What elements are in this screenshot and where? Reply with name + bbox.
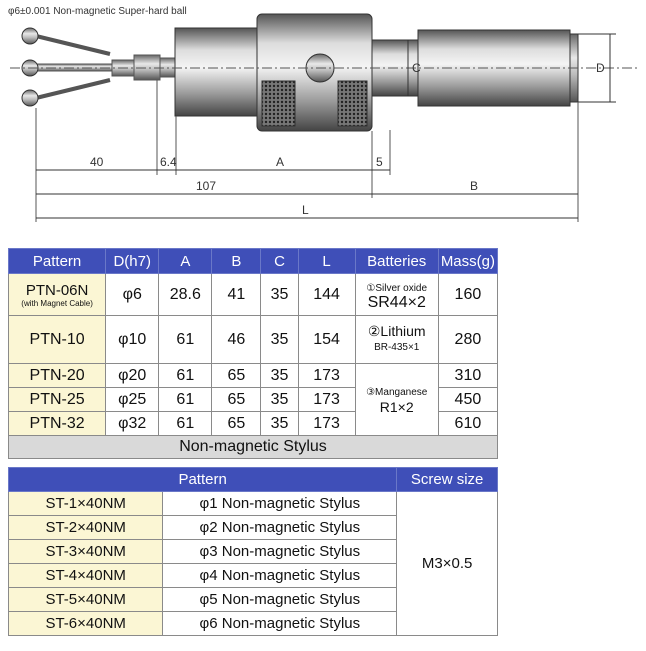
l-cell: 173 bbox=[298, 364, 355, 388]
dim-6-4: 6.4 bbox=[160, 155, 177, 169]
mass-cell: 280 bbox=[438, 316, 497, 364]
d-cell: φ32 bbox=[106, 412, 159, 436]
th-pattern: Pattern bbox=[9, 249, 106, 274]
dim-5: 5 bbox=[376, 155, 383, 169]
stylus-pattern-cell: ST-2×40NM bbox=[9, 516, 163, 540]
probe-body bbox=[175, 14, 578, 131]
c-cell: 35 bbox=[261, 412, 298, 436]
c-cell: 35 bbox=[261, 364, 298, 388]
stylus-section-title: Non-magnetic Stylus bbox=[9, 436, 498, 459]
b-cell: 65 bbox=[212, 364, 261, 388]
mass-cell: 610 bbox=[438, 412, 497, 436]
dim-107: 107 bbox=[196, 179, 217, 193]
battery-2-spec: BR-435×1 bbox=[374, 342, 420, 353]
th-mass: Mass(g) bbox=[438, 249, 497, 274]
c-cell: 35 bbox=[261, 316, 298, 364]
table-row bbox=[9, 274, 498, 316]
spec-table bbox=[8, 248, 498, 459]
battery-cell bbox=[355, 364, 438, 436]
stylus-arms bbox=[36, 36, 176, 98]
a-cell: 61 bbox=[159, 412, 212, 436]
a-cell: 61 bbox=[159, 388, 212, 412]
table-row bbox=[9, 316, 498, 364]
d-cell: φ20 bbox=[106, 364, 159, 388]
battery-cell bbox=[355, 274, 438, 316]
stylus-desc-cell: φ4 Non-magnetic Stylus bbox=[163, 564, 397, 588]
mass-cell: 160 bbox=[438, 274, 497, 316]
th-stylus-pattern: Pattern bbox=[9, 468, 397, 492]
dim-b: B bbox=[470, 179, 479, 193]
d-cell: φ6 bbox=[106, 274, 159, 316]
c-cell: 35 bbox=[261, 388, 298, 412]
pattern-cell bbox=[9, 274, 106, 316]
a-cell: 61 bbox=[159, 364, 212, 388]
pattern-name: PTN-06N bbox=[25, 281, 89, 299]
th-a: A bbox=[159, 249, 212, 274]
ball-icons bbox=[22, 28, 38, 106]
l-cell: 173 bbox=[298, 412, 355, 436]
b-cell: 65 bbox=[212, 412, 261, 436]
dim-d: D bbox=[596, 61, 605, 75]
pattern-cell: PTN-20 bbox=[9, 364, 106, 388]
stylus-pattern-cell: ST-5×40NM bbox=[9, 588, 163, 612]
stylus-table bbox=[8, 467, 498, 636]
b-cell: 41 bbox=[212, 274, 261, 316]
screw-size-cell: M3×0.5 bbox=[397, 492, 498, 636]
pattern-cell: PTN-25 bbox=[9, 388, 106, 412]
a-cell: 28.6 bbox=[159, 274, 212, 316]
th-screw-size: Screw size bbox=[397, 468, 498, 492]
c-cell: 35 bbox=[261, 274, 298, 316]
d-cell: φ25 bbox=[106, 388, 159, 412]
battery-1-spec: SR44×2 bbox=[367, 293, 426, 311]
dim-l: L bbox=[302, 203, 309, 217]
dim-c: C bbox=[412, 61, 421, 75]
stylus-desc-cell: φ3 Non-magnetic Stylus bbox=[163, 540, 397, 564]
stylus-pattern-cell: ST-1×40NM bbox=[9, 492, 163, 516]
dim-40: 40 bbox=[90, 155, 104, 169]
stylus-header-row bbox=[9, 468, 498, 492]
battery-3-name: ③Manganese bbox=[366, 387, 428, 398]
stylus-pattern-cell: ST-3×40NM bbox=[9, 540, 163, 564]
mass-cell: 310 bbox=[438, 364, 497, 388]
l-cell: 173 bbox=[298, 388, 355, 412]
th-l: L bbox=[298, 249, 355, 274]
stylus-desc-cell: φ2 Non-magnetic Stylus bbox=[163, 516, 397, 540]
table-row bbox=[9, 492, 498, 516]
th-batteries: Batteries bbox=[355, 249, 438, 274]
a-cell: 61 bbox=[159, 316, 212, 364]
pattern-cell: PTN-10 bbox=[9, 316, 106, 364]
th-b: B bbox=[212, 249, 261, 274]
ball-note: φ6±0.001 Non-magnetic Super-hard ball bbox=[8, 6, 187, 17]
l-cell: 154 bbox=[298, 316, 355, 364]
b-cell: 46 bbox=[212, 316, 261, 364]
b-cell: 65 bbox=[212, 388, 261, 412]
pattern-sub: (with Magnet Cable) bbox=[21, 298, 93, 308]
l-cell: 144 bbox=[298, 274, 355, 316]
d-cell: φ10 bbox=[106, 316, 159, 364]
table-row bbox=[9, 364, 498, 388]
stylus-desc-cell: φ6 Non-magnetic Stylus bbox=[163, 612, 397, 636]
battery-2-name: ②Lithium bbox=[367, 323, 426, 339]
section-title-row bbox=[9, 436, 498, 459]
spec-header-row bbox=[9, 249, 498, 274]
th-c: C bbox=[261, 249, 298, 274]
dim-a: A bbox=[276, 155, 285, 169]
stylus-desc-cell: φ5 Non-magnetic Stylus bbox=[163, 588, 397, 612]
stylus-desc-cell: φ1 Non-magnetic Stylus bbox=[163, 492, 397, 516]
battery-3-spec: R1×2 bbox=[379, 399, 414, 415]
battery-cell bbox=[355, 316, 438, 364]
th-d: D(h7) bbox=[106, 249, 159, 274]
stylus-pattern-cell: ST-4×40NM bbox=[9, 564, 163, 588]
stylus-pattern-cell: ST-6×40NM bbox=[9, 612, 163, 636]
mass-cell: 450 bbox=[438, 388, 497, 412]
pattern-cell: PTN-32 bbox=[9, 412, 106, 436]
battery-1-name: ①Silver oxide bbox=[366, 282, 428, 294]
technical-drawing bbox=[0, 0, 646, 240]
